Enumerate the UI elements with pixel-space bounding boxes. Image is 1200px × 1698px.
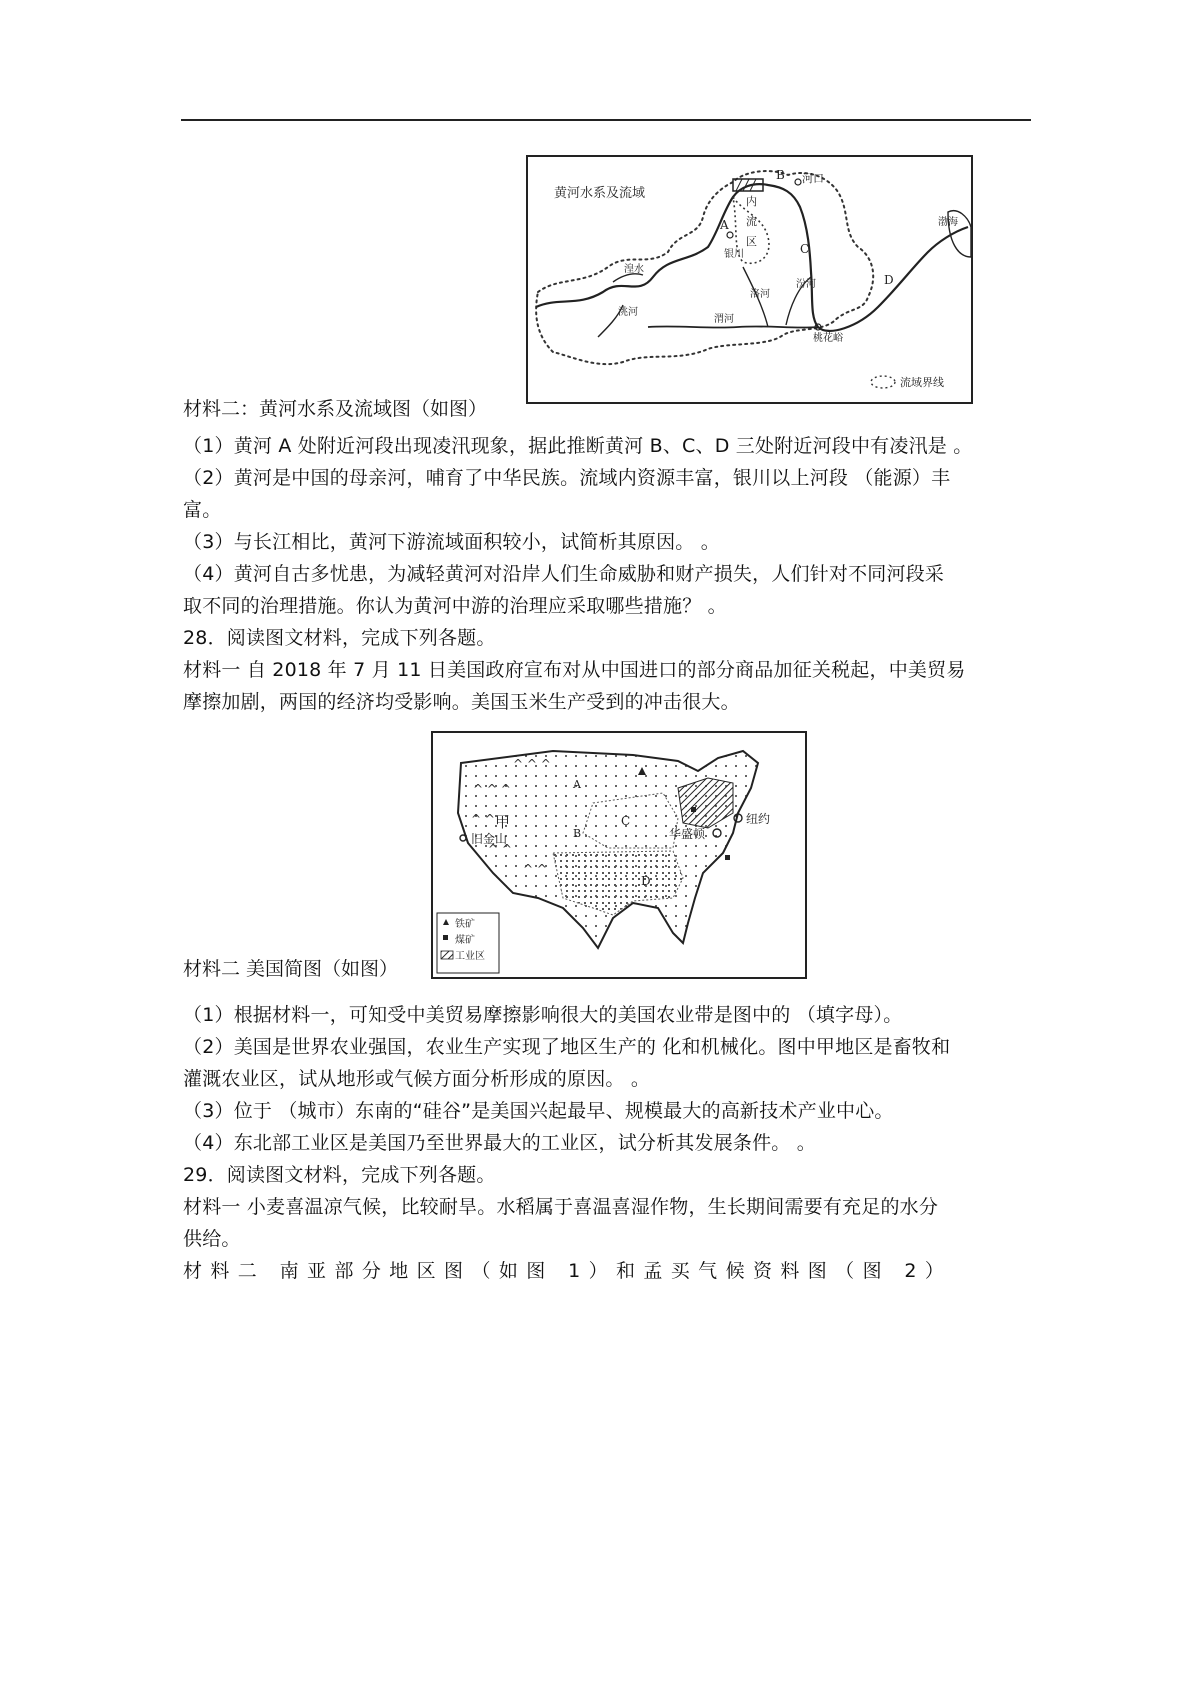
caption-figure2: 材料二 美国简图（如图）	[183, 958, 399, 980]
usa-map-svg	[433, 733, 805, 977]
fig1-label-fenhe: 汾河	[796, 279, 816, 290]
fig1-title: 黄河水系及流域	[554, 186, 646, 201]
fig1-label-taohe: 洮河	[618, 307, 638, 318]
q28-title: 28．阅读图文材料，完成下列各题。	[183, 627, 496, 649]
question-2-cont: 富。	[183, 499, 222, 521]
usa-map	[431, 731, 807, 979]
fig2-label-D: D	[641, 874, 651, 888]
q28-material1-line2: 摩擦加剧，两国的经济均受影响。美国玉米生产受到的冲击很大。	[183, 691, 740, 713]
q29-material1-line1: 材料一 小麦喜温凉气候，比较耐旱。水稻属于喜温喜湿作物，生长期间需要有充足的水分	[183, 1196, 939, 1218]
fig2-label-washington: 华盛顿	[669, 827, 706, 841]
fig1-label-luohe: 洛河	[750, 289, 770, 300]
fig2-legend-coal: 煤矿	[455, 935, 475, 946]
fig1-label-liu: 流	[746, 215, 757, 228]
fig2-label-newyork: 纽约	[746, 812, 771, 826]
fig2-label-sanfrancisco: 旧金山	[471, 832, 508, 846]
fig1-label-hekou: 河口	[802, 172, 824, 185]
fig1-label-qu: 区	[746, 235, 757, 248]
q28-question-2-cont: 灌溉农业区，试从地形或气候方面分析形成的原因。 。	[183, 1068, 651, 1090]
svg-text:^ ^: ^ ^	[471, 812, 495, 826]
fig1-label-bohai: 渤海	[938, 217, 958, 228]
q29-title: 29．阅读图文材料，完成下列各题。	[183, 1164, 496, 1186]
fig1-label-nei: 内	[746, 195, 757, 208]
svg-text:^ ^ ^: ^ ^ ^	[473, 782, 511, 796]
question-4-cont: 取不同的治理措施。你认为黄河中游的治理应采取哪些措施？ 。	[183, 595, 727, 617]
header-rule	[181, 119, 1031, 121]
q28-question-1: （1）根据材料一，可知受中美贸易摩擦影响很大的美国农业带是图中的 （填字母）。	[183, 1004, 903, 1026]
fig2-label-A: A	[573, 778, 581, 791]
q29-material2: 材料二 南亚部分地区图（如图 1）和孟买气候资料图（图 2）	[183, 1260, 953, 1282]
fig2-legend-industrial: 工业区	[455, 951, 485, 962]
question-2: （2）黄河是中国的母亲河，哺育了中华民族。流域内资源丰富，银川以上河段 （能源）丰	[183, 467, 951, 489]
q28-material1-line1: 材料一 自 2018 年 7 月 11 日美国政府宣布对从中国进口的部分商品加征关税起，中美贸易	[183, 659, 966, 681]
fig2-label-C: C	[621, 814, 631, 828]
fig1-label-weihe: 渭河	[714, 314, 734, 325]
caption-figure1: 材料二：黄河水系及流域图（如图）	[183, 398, 488, 420]
fig1-label-D: D	[884, 273, 894, 287]
question-3: （3）与长江相比，黄河下游流域面积较小，试简析其原因。 。	[183, 531, 720, 553]
fig1-label-B: B	[776, 168, 785, 182]
fig2-legend-iron: 铁矿	[455, 919, 475, 930]
fig2-label-jia: 甲	[495, 813, 511, 831]
q28-question-2: （2）美国是世界农业强国，农业生产实现了地区生产的 化和机械化。图中甲地区是畜牧和	[183, 1036, 951, 1058]
yellow-river-map-svg	[528, 157, 971, 402]
svg-text:^ ^: ^ ^	[523, 862, 547, 876]
fig1-label-yinchuan: 银川	[724, 249, 744, 260]
q28-question-4: （4）东北部工业区是美国乃至世界最大的工业区，试分析其发展条件。 。	[183, 1132, 816, 1154]
svg-text:^ ^ ^: ^ ^ ^	[513, 757, 551, 771]
svg-text:^ ^: ^ ^	[488, 842, 512, 856]
fig1-label-A: A	[720, 218, 729, 232]
question-4: （4）黄河自古多忧患，为减轻黄河对沿岸人们生命威胁和财产损失，人们针对不同河段采	[183, 563, 945, 585]
fig2-label-B: B	[573, 827, 582, 840]
fig1-label-C: C	[800, 242, 810, 256]
yellow-river-map	[526, 155, 973, 404]
fig1-label-huangshui: 湟水	[624, 264, 644, 275]
fig1-legend-boundary: 流域界线	[900, 376, 944, 389]
question-1: （1）黄河 A 处附近河段出现凌汛现象，据此推断黄河 B、C、D 三处附近河段中有凌汛是 。	[183, 435, 973, 457]
fig1-label-huayuankou: 桃花峪	[813, 333, 843, 344]
q29-material1-line2: 供给。	[183, 1228, 241, 1250]
q28-question-3: （3）位于 （城市）东南的“硅谷”是美国兴起最早、规模最大的高新技术产业中心。	[183, 1100, 894, 1122]
